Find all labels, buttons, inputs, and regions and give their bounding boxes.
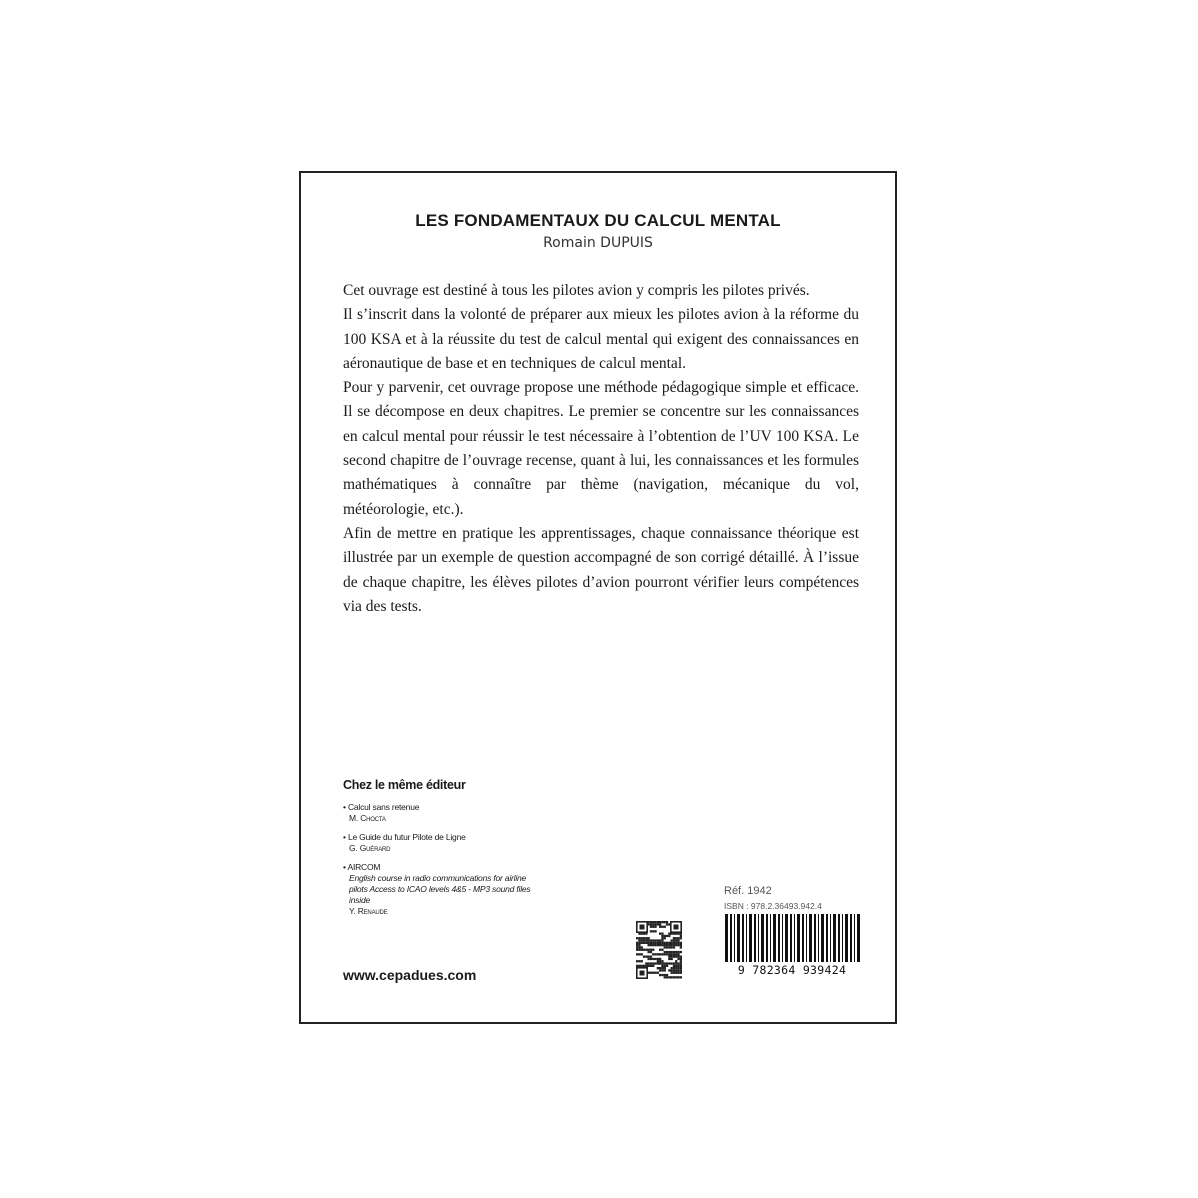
isbn-number: ISBN : 978.2.36493.942.4 xyxy=(724,901,822,911)
qr-code-icon xyxy=(636,921,682,979)
publisher-website: www.cepadues.com xyxy=(343,967,477,983)
reference-number: Réf. 1942 xyxy=(724,885,772,897)
book-title: LES FONDAMENTAUX DU CALCUL MENTAL xyxy=(415,211,781,230)
publisher-item-title: • Le Guide du futur Pilote de Ligne xyxy=(343,832,543,843)
book-author: Romain DUPUIS xyxy=(543,235,653,251)
publisher-item xyxy=(343,862,543,917)
description-paragraph: Il s’inscrit dans la volonté de préparer aux mieux les pilotes avion à la réforme du 100 KSA et à la réussite du test de calcul mental qui exigent des connaissances en aéronautique de base et en techniques de calcul mental. xyxy=(343,306,859,372)
publisher-item-author: Y. Renaude xyxy=(349,906,388,916)
book-back-cover xyxy=(299,171,897,1024)
publisher-item xyxy=(343,832,543,854)
publisher-item-title: • AIRCOM xyxy=(343,862,543,873)
barcode-digits: 9 782364 939424 xyxy=(737,963,847,977)
barcode-icon xyxy=(724,914,860,962)
book-description xyxy=(343,279,859,619)
publisher-list xyxy=(343,778,543,925)
publisher-item-author: M. Chocta xyxy=(349,813,386,823)
publisher-item-title: • Calcul sans retenue xyxy=(343,802,543,813)
description-paragraph: Afin de mettre en pratique les apprentissages, chaque connaissance théorique est illustrée par un exemple de question accompagné de son corrigé détaillé. À l’issue de chaque chapitre, les élèves pilotes d’avion pourront vérifier leurs compétences via des tests. xyxy=(343,524,859,615)
description-paragraph: Cet ouvrage est destiné à tous les pilotes avion y compris les pilotes privés. xyxy=(343,282,810,299)
publisher-item-description: English course in radio communications for airline pilots Access to ICAO levels 4&5 - MP3 sound files inside xyxy=(349,873,531,905)
publisher-item-author: G. Guérard xyxy=(349,843,391,853)
publisher-item xyxy=(343,802,543,824)
publisher-heading: Chez le même éditeur xyxy=(343,778,466,792)
description-paragraph: Pour y parvenir, cet ouvrage propose une méthode pédagogique simple et efficace. Il se décompose en deux chapitres. Le premier se concentre sur les connaissances en calcul mental pour réussir le test nécessaire à l’obtention de l’UV 100 KSA. Le second chapitre de l’ouvrage recense, quant à lui, les connaissances et les formules mathématiques à connaître par thème (navigation, mécanique du vol, météorologie, etc.). xyxy=(343,379,859,518)
